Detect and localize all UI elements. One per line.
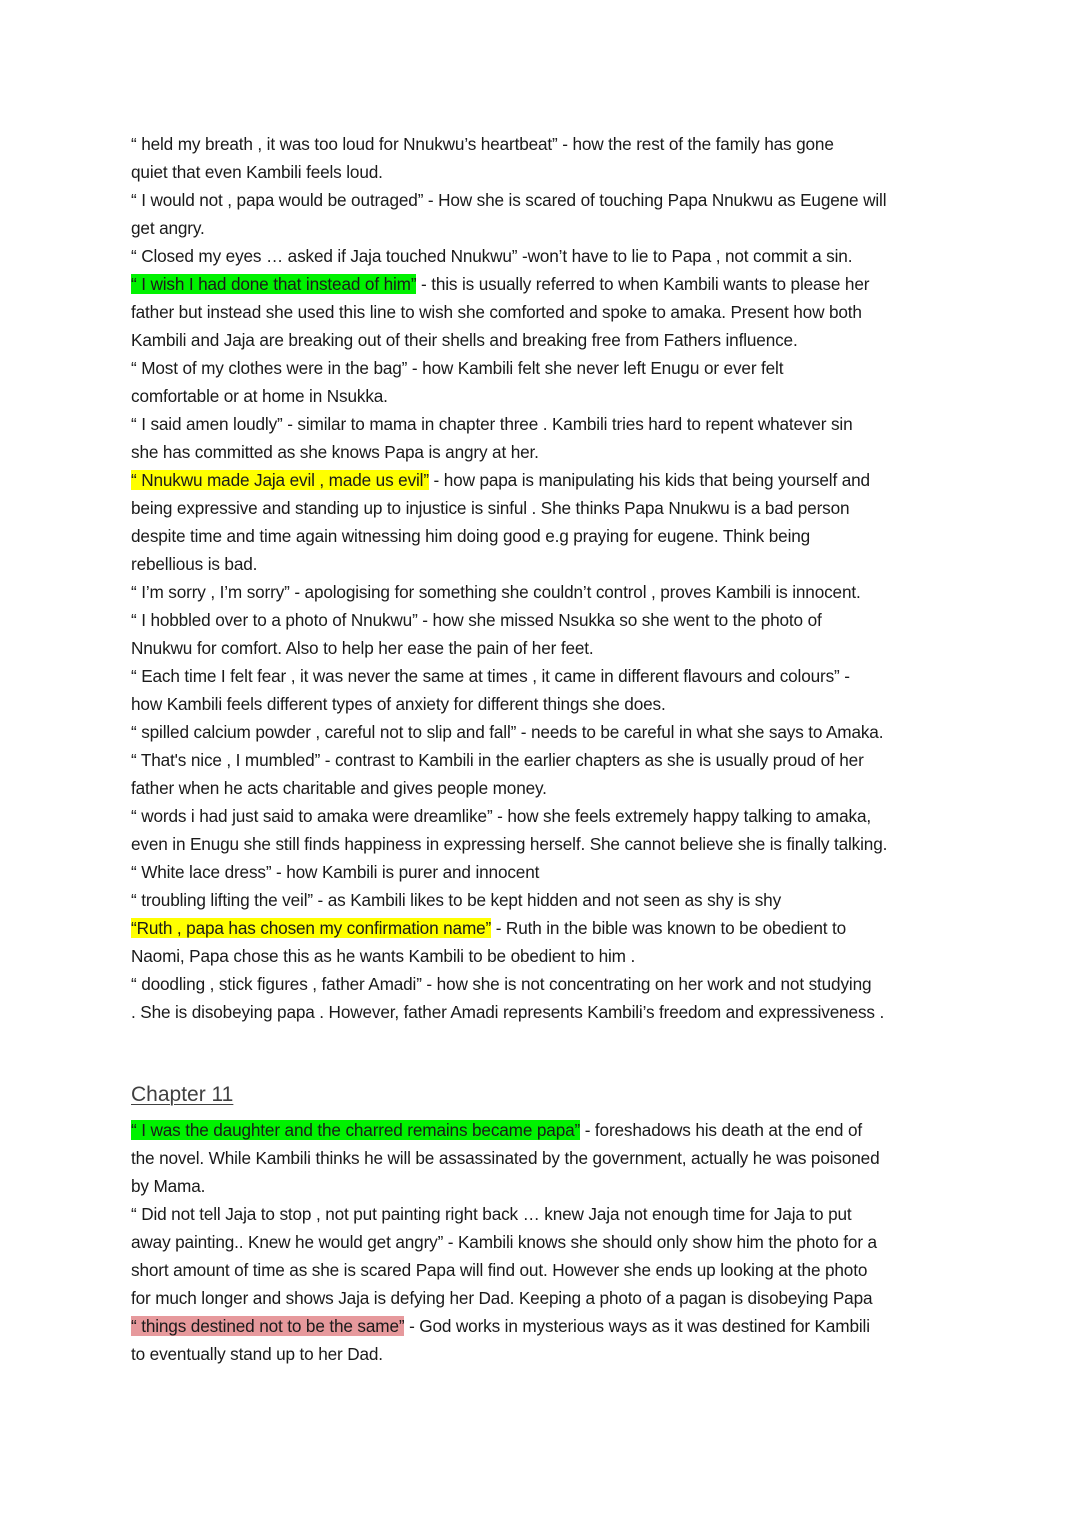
line-text: “ troubling lifting the veil” - as Kambili likes to be kept hidden and not seen as shy is shy	[131, 890, 782, 910]
text-line	[131, 550, 961, 578]
chapter-11-section	[131, 1078, 961, 1368]
text-line	[131, 186, 961, 214]
section-spacer	[131, 1026, 961, 1074]
line-text: - how papa is manipulating his kids that being yourself and	[428, 470, 870, 490]
line-text: she has committed as she knows Papa is angry at her.	[131, 442, 539, 462]
text-line	[131, 1116, 961, 1144]
notes-section	[131, 130, 961, 1026]
text-line	[131, 438, 961, 466]
text-line	[131, 802, 961, 830]
text-line	[131, 578, 961, 606]
text-line	[131, 1312, 961, 1340]
line-text: “ I would not , papa would be outraged” - How she is scared of touching Papa Nnukwu as Eugene will	[131, 190, 887, 210]
highlighted-quote-pink: “ things destined not to be the same”	[131, 1316, 405, 1336]
text-line	[131, 1172, 961, 1200]
line-text: even in Enugu she still finds happiness in expressing herself. She cannot believe she is finally talking.	[131, 834, 888, 854]
text-line	[131, 1200, 961, 1228]
text-line	[131, 410, 961, 438]
line-text: “ That's nice , I mumbled” - contrast to Kambili in the earlier chapters as she is usually proud of her	[131, 750, 864, 770]
text-line	[131, 214, 961, 242]
line-text: “ I hobbled over to a photo of Nnukwu” - how she missed Nsukka so she went to the photo of	[131, 610, 822, 630]
text-line	[131, 1284, 961, 1312]
chapter-heading: Chapter 11	[131, 1083, 234, 1106]
line-text: how Kambili feels different types of anxiety for different things she does.	[131, 694, 666, 714]
line-text: - Ruth in the bible was known to be obedient to	[491, 918, 847, 938]
text-line	[131, 466, 961, 494]
line-text: “ Each time I felt fear , it was never the same at times , it came in different flavours and colours” -	[131, 666, 850, 686]
line-text: for much longer and shows Jaja is defying her Dad. Keeping a photo of a pagan is disobeying Papa	[131, 1288, 873, 1308]
line-text: Nnukwu for comfort. Also to help her ease the pain of her feet.	[131, 638, 594, 658]
text-line	[131, 1256, 961, 1284]
line-text: the novel. While Kambili thinks he will be assassinated by the government, actually he was poisoned	[131, 1148, 880, 1168]
text-line	[131, 886, 961, 914]
line-text: “ Most of my clothes were in the bag” - how Kambili felt she never left Enugu or ever felt	[131, 358, 784, 378]
text-line	[131, 830, 961, 858]
line-text: despite time and time again witnessing him doing good e.g praying for eugene. Think being	[131, 526, 811, 546]
line-text: “ doodling , stick figures , father Amadi” - how she is not concentrating on her work and not studying	[131, 974, 872, 994]
text-line	[131, 634, 961, 662]
line-text: “ spilled calcium powder , careful not to slip and fall” - needs to be careful in what she says to Amaka.	[131, 722, 884, 742]
line-text: being expressive and standing up to injustice is sinful . She thinks Papa Nnukwu is a bad person	[131, 498, 850, 518]
text-line	[131, 662, 961, 690]
line-text: father but instead she used this line to wish she comforted and spoke to amaka. Present how both	[131, 302, 862, 322]
text-line	[131, 858, 961, 886]
text-line	[131, 270, 961, 298]
text-line	[131, 914, 961, 942]
text-line	[131, 942, 961, 970]
highlighted-quote-yellow: “ Nnukwu made Jaja evil , made us evil”	[131, 470, 429, 490]
line-text: “ words i had just said to amaka were dreamlike” - how she feels extremely happy talking to amaka,	[131, 806, 871, 826]
text-line	[131, 746, 961, 774]
line-text: away painting.. Knew he would get angry” - Kambili knows she should only show him the photo for a	[131, 1232, 877, 1252]
line-text: “ Closed my eyes … asked if Jaja touched Nnukwu” -won’t have to lie to Papa , not commit a sin.	[131, 246, 853, 266]
line-text: short amount of time as she is scared Papa will find out. However she ends up looking at the photo	[131, 1260, 868, 1280]
line-text: “ Did not tell Jaja to stop , not put painting right back … knew Jaja not enough time for Jaja to put	[131, 1204, 852, 1224]
text-line	[131, 354, 961, 382]
text-line	[131, 718, 961, 746]
line-text: . She is disobeying papa . However, father Amadi represents Kambili’s freedom and expressiveness .	[131, 1002, 885, 1022]
text-line	[131, 130, 961, 158]
text-line	[131, 298, 961, 326]
text-line	[131, 1340, 961, 1368]
text-line	[131, 774, 961, 802]
text-line	[131, 1228, 961, 1256]
text-line	[131, 998, 961, 1026]
line-text: - this is usually referred to when Kambili wants to please her	[416, 274, 870, 294]
line-text: by Mama.	[131, 1176, 206, 1196]
text-line	[131, 522, 961, 550]
line-text: - God works in mysterious ways as it was destined for Kambili	[404, 1316, 870, 1336]
line-text: “ I said amen loudly” - similar to mama in chapter three . Kambili tries hard to repent whatever sin	[131, 414, 853, 434]
line-text: Naomi, Papa chose this as he wants Kambili to be obedient to him .	[131, 946, 636, 966]
line-text: rebellious is bad.	[131, 554, 258, 574]
document-page	[131, 130, 961, 1368]
highlighted-quote-yellow: “Ruth , papa has chosen my confirmation name”	[131, 918, 492, 938]
text-line	[131, 494, 961, 522]
text-line	[131, 606, 961, 634]
line-text: “ I’m sorry , I’m sorry” - apologising for something she couldn’t control , proves Kambili is innocent.	[131, 582, 861, 602]
line-text: - foreshadows his death at the end of	[580, 1120, 862, 1140]
line-text: get angry.	[131, 218, 205, 238]
line-text: Kambili and Jaja are breaking out of their shells and breaking free from Fathers influence.	[131, 330, 798, 350]
line-text: quiet that even Kambili feels loud.	[131, 162, 383, 182]
line-text: father when he acts charitable and gives people money.	[131, 778, 547, 798]
text-line	[131, 382, 961, 410]
line-text: comfortable or at home in Nsukka.	[131, 386, 388, 406]
text-line	[131, 690, 961, 718]
text-line	[131, 326, 961, 354]
highlighted-quote-green: “ I wish I had done that instead of him”	[131, 274, 417, 294]
text-line	[131, 158, 961, 186]
text-line	[131, 970, 961, 998]
highlighted-quote-green: “ I was the daughter and the charred remains became papa”	[131, 1120, 581, 1140]
line-text: to eventually stand up to her Dad.	[131, 1344, 383, 1364]
text-line	[131, 1144, 961, 1172]
line-text: “ held my breath , it was too loud for Nnukwu’s heartbeat” - how the rest of the family has gone	[131, 134, 834, 154]
line-text: “ White lace dress” - how Kambili is purer and innocent	[131, 862, 540, 882]
text-line	[131, 242, 961, 270]
